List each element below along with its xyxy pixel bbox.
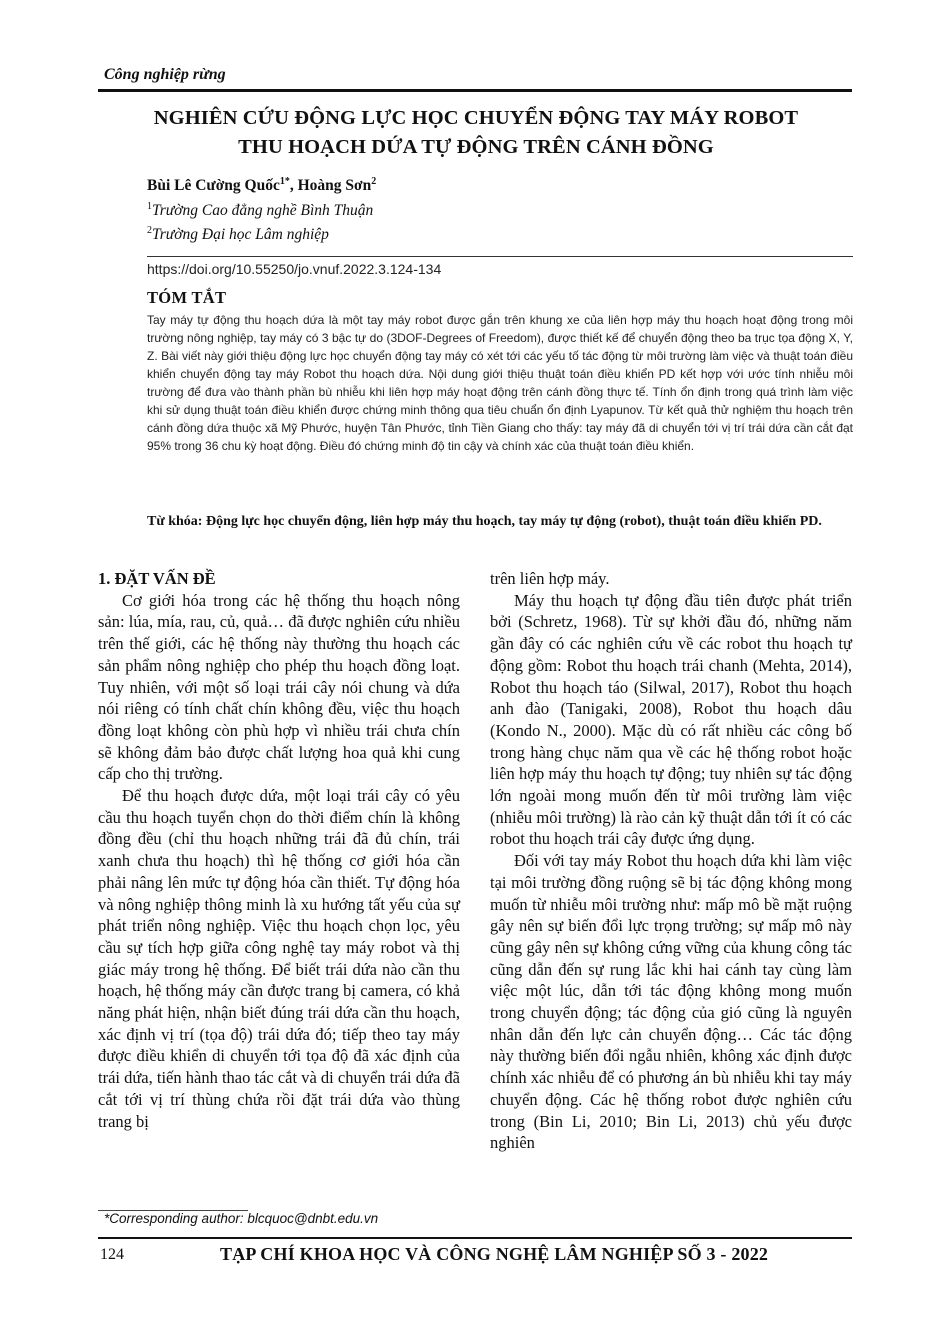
affiliation-1-sup: 1	[147, 201, 152, 212]
doi-link[interactable]: https://doi.org/10.55250/jo.vnuf.2022.3.124-134	[147, 261, 442, 277]
affiliation-2-text: Trường Đại học Lâm nghiệp	[152, 226, 329, 244]
paragraph: Máy thu hoạch tự động đầu tiên được phát triển bởi (Schretz, 1968). Từ sự khởi đầu đó, những năm gần đây có các nghiên cứu về các robot thu hoạch tự động gồm: Robot thu hoạch trái chanh (Mehta, 2014), Robot thu hoạch táo (Silwal, 2017), Robot thu hoạch anh đào (Tanigaki, 2008), Robot thu hoạch dâu (Kondo N., 2000). Mặc dù có rất nhiều các công bố trong hàng chục năm qua về các hệ thống robot hoặc liên hợp máy thu hoạch tự động; tuy nhiên sự tác động lớn ngoài mong muốn đến từ môi trường làm việc (nhiễu môi trường) là rào cản kỹ thuật dẫn tới ít có các robot thu hoạch trái cây được ứng dụng.	[490, 590, 852, 849]
affiliation-2	[147, 225, 329, 244]
page-number: 124	[100, 1246, 124, 1263]
paragraph: Để thu hoạch được dứa, một loại trái cây có yêu cầu thu hoạch tuyển chọn do thời điểm chín là không đồng đều (chỉ thu hoạch những trái đã đủ chín, trái xanh chưa thu hoạch) thì hệ thống cơ giới hóa cần phải nâng lên mức tự động hóa cần thiết. Tự động hóa và nông nghiệp thông minh là xu hướng tất yếu của sự phát triển nông nghiệp. Việc thu hoạch chọn lọc, yêu cầu sự tích hợp giữa công nghệ tay máy robot và thị giác máy trong hệ thống. Để biết trái dứa nào cần thu hoạch, hệ thống máy cần được trang bị camera, có khả năng phát hiện, nhận biết đúng trái dứa cần thu hoạch, xác định vị trí (tọa độ) trái dứa đó; tiếp theo tay máy được điều khiển di chuyển tới tọa độ đã xác định của trái dứa, tiến hành thao tác cắt và di chuyển trái dứa đã cắt tới vị trí thùng chứa rồi đặt trái dứa vào thùng trang bị	[98, 786, 460, 1131]
keywords: Từ khóa: Động lực học chuyển động, liên hợp máy thu hoạch, tay máy tự động (robot), thuật toán điều khiển PD.	[147, 514, 822, 529]
title-line-2: THU HOẠCH DỨA TỰ ĐỘNG TRÊN CÁNH ĐỒNG	[238, 136, 714, 158]
page-footer-rule	[98, 1237, 852, 1239]
author-2: Hoàng Sơn	[297, 177, 372, 195]
top-rule	[98, 89, 852, 92]
author-1: Bùi Lê Cường Quốc	[147, 177, 280, 195]
section-label: Công nghiệp rừng	[104, 66, 226, 83]
section-1-heading: 1. ĐẶT VẤN ĐỀ	[98, 569, 216, 588]
left-column	[98, 568, 460, 1132]
title-line-1: NGHIÊN CỨU ĐỘNG LỰC HỌC CHUYỂN ĐỘNG TAY MÁY ROBOT	[153, 107, 799, 129]
corresponding-author-footnote: *Corresponding author: blcquoc@dnbt.edu.vn	[104, 1211, 379, 1226]
paragraph: Đối với tay máy Robot thu hoạch dứa khi làm việc tại môi trường đồng ruộng sẽ bị tác động không mong muốn từ nhiễu môi trường như: mấp mô bề mặt ruộng gây nên sự biến đổi lực trọng trường; sự mấp mô này cũng gây nên sự không cứng vững của khung công tác cũng dẫn đến sự rung lắc khi hai cánh tay cùng làm việc một lúc, dẫn tới tác động không mong muốn trong chuyển động; tác động của gió cũng là nguyên nhân dẫn đến lực cản chuyển động… Các tác động này thường biến đổi ngẫu nhiên, không xác định được chính xác nhiễu để có phương án bù nhiễu khi tay máy chuyển động. Các hệ thống robot được nghiên cứu trong (Bin Li, 2010; Bin Li, 2013) chủ yếu được nghiên	[490, 851, 852, 1153]
paragraph: Cơ giới hóa trong các hệ thống thu hoạch nông sản: lúa, mía, rau, củ, quả… đã được nghiên cứu nhiều trên thế giới, các hệ thống này thường thu hoạch các sản phẩm nông nghiệp cho phép thu hoạch đồng loạt. Tuy nhiên, với một số loại trái cây nói chung và dứa nói riêng có tính chất chín không đều, việc thu hoạch đồng loạt không còn phù hợp vì nhiều trái chưa chín sẽ không đảm bảo được chất lượng hoa quả khi cung cấp cho thị trường.	[98, 590, 460, 784]
author-1-sup: 1*	[279, 176, 290, 187]
author-2-sup: 2	[371, 176, 377, 187]
author-separator: ,	[289, 177, 298, 195]
paper-title	[100, 104, 852, 162]
abstract-heading: TÓM TẮT	[147, 288, 227, 307]
right-column	[490, 568, 852, 1154]
affiliation-2-sup: 2	[147, 225, 152, 236]
doi-rule	[147, 256, 853, 257]
affiliation-1-text: Trường Cao đẳng nghề Bình Thuận	[152, 202, 374, 220]
paragraph-continuation: trên liên hợp máy.	[490, 569, 610, 588]
abstract-text: Tay máy tự động thu hoạch dứa là một tay máy robot được gắn trên khung xe của liên hợp máy thu hoạch hoạt động trong môi trường nông nghiệp, tay máy có 3 bậc tự do (3DOF-Degrees of Freedom), được thiết kế để chuyển động theo ba trục tọa động X, Y, Z. Bài viết này giới thiệu động lực học chuyển động tay máy có xét tới các yếu tố tác động từ môi trường làm việc và thuật toán điều khiển chuyển động tay máy Robot thu hoạch dứa. Nội dung giới thiệu thuật toán điều khiển PD kết hợp với ước tính nhiễu môi trường để đưa vào thành phần bù nhiễu khi liên hợp máy hoạt động trên cánh đồng thực tế. Tính ổn định trong quá trình làm việc khi sử dụng thuật toán điều khiển được chứng minh thông qua tiêu chuẩn ổn định Lyapunov. Từ kết quả thử nghiệm thu hoạch trên cánh đồng dứa thuộc xã Mỹ Phước, huyện Tân Phước, tỉnh Tiền Giang cho thấy: tay máy đã di chuyển tới vị trí trái dứa cần cắt đạt 95% trong 36 chu kỳ hoạt động. Điều đó chứng minh độ tin cậy và chính xác của thuật toán điều khiển.	[147, 313, 853, 453]
authors	[147, 176, 376, 195]
journal-name: TẠP CHÍ KHOA HỌC VÀ CÔNG NGHỆ LÂM NGHIỆP SỐ 3 - 2022	[220, 1244, 769, 1264]
affiliation-1	[147, 201, 373, 220]
